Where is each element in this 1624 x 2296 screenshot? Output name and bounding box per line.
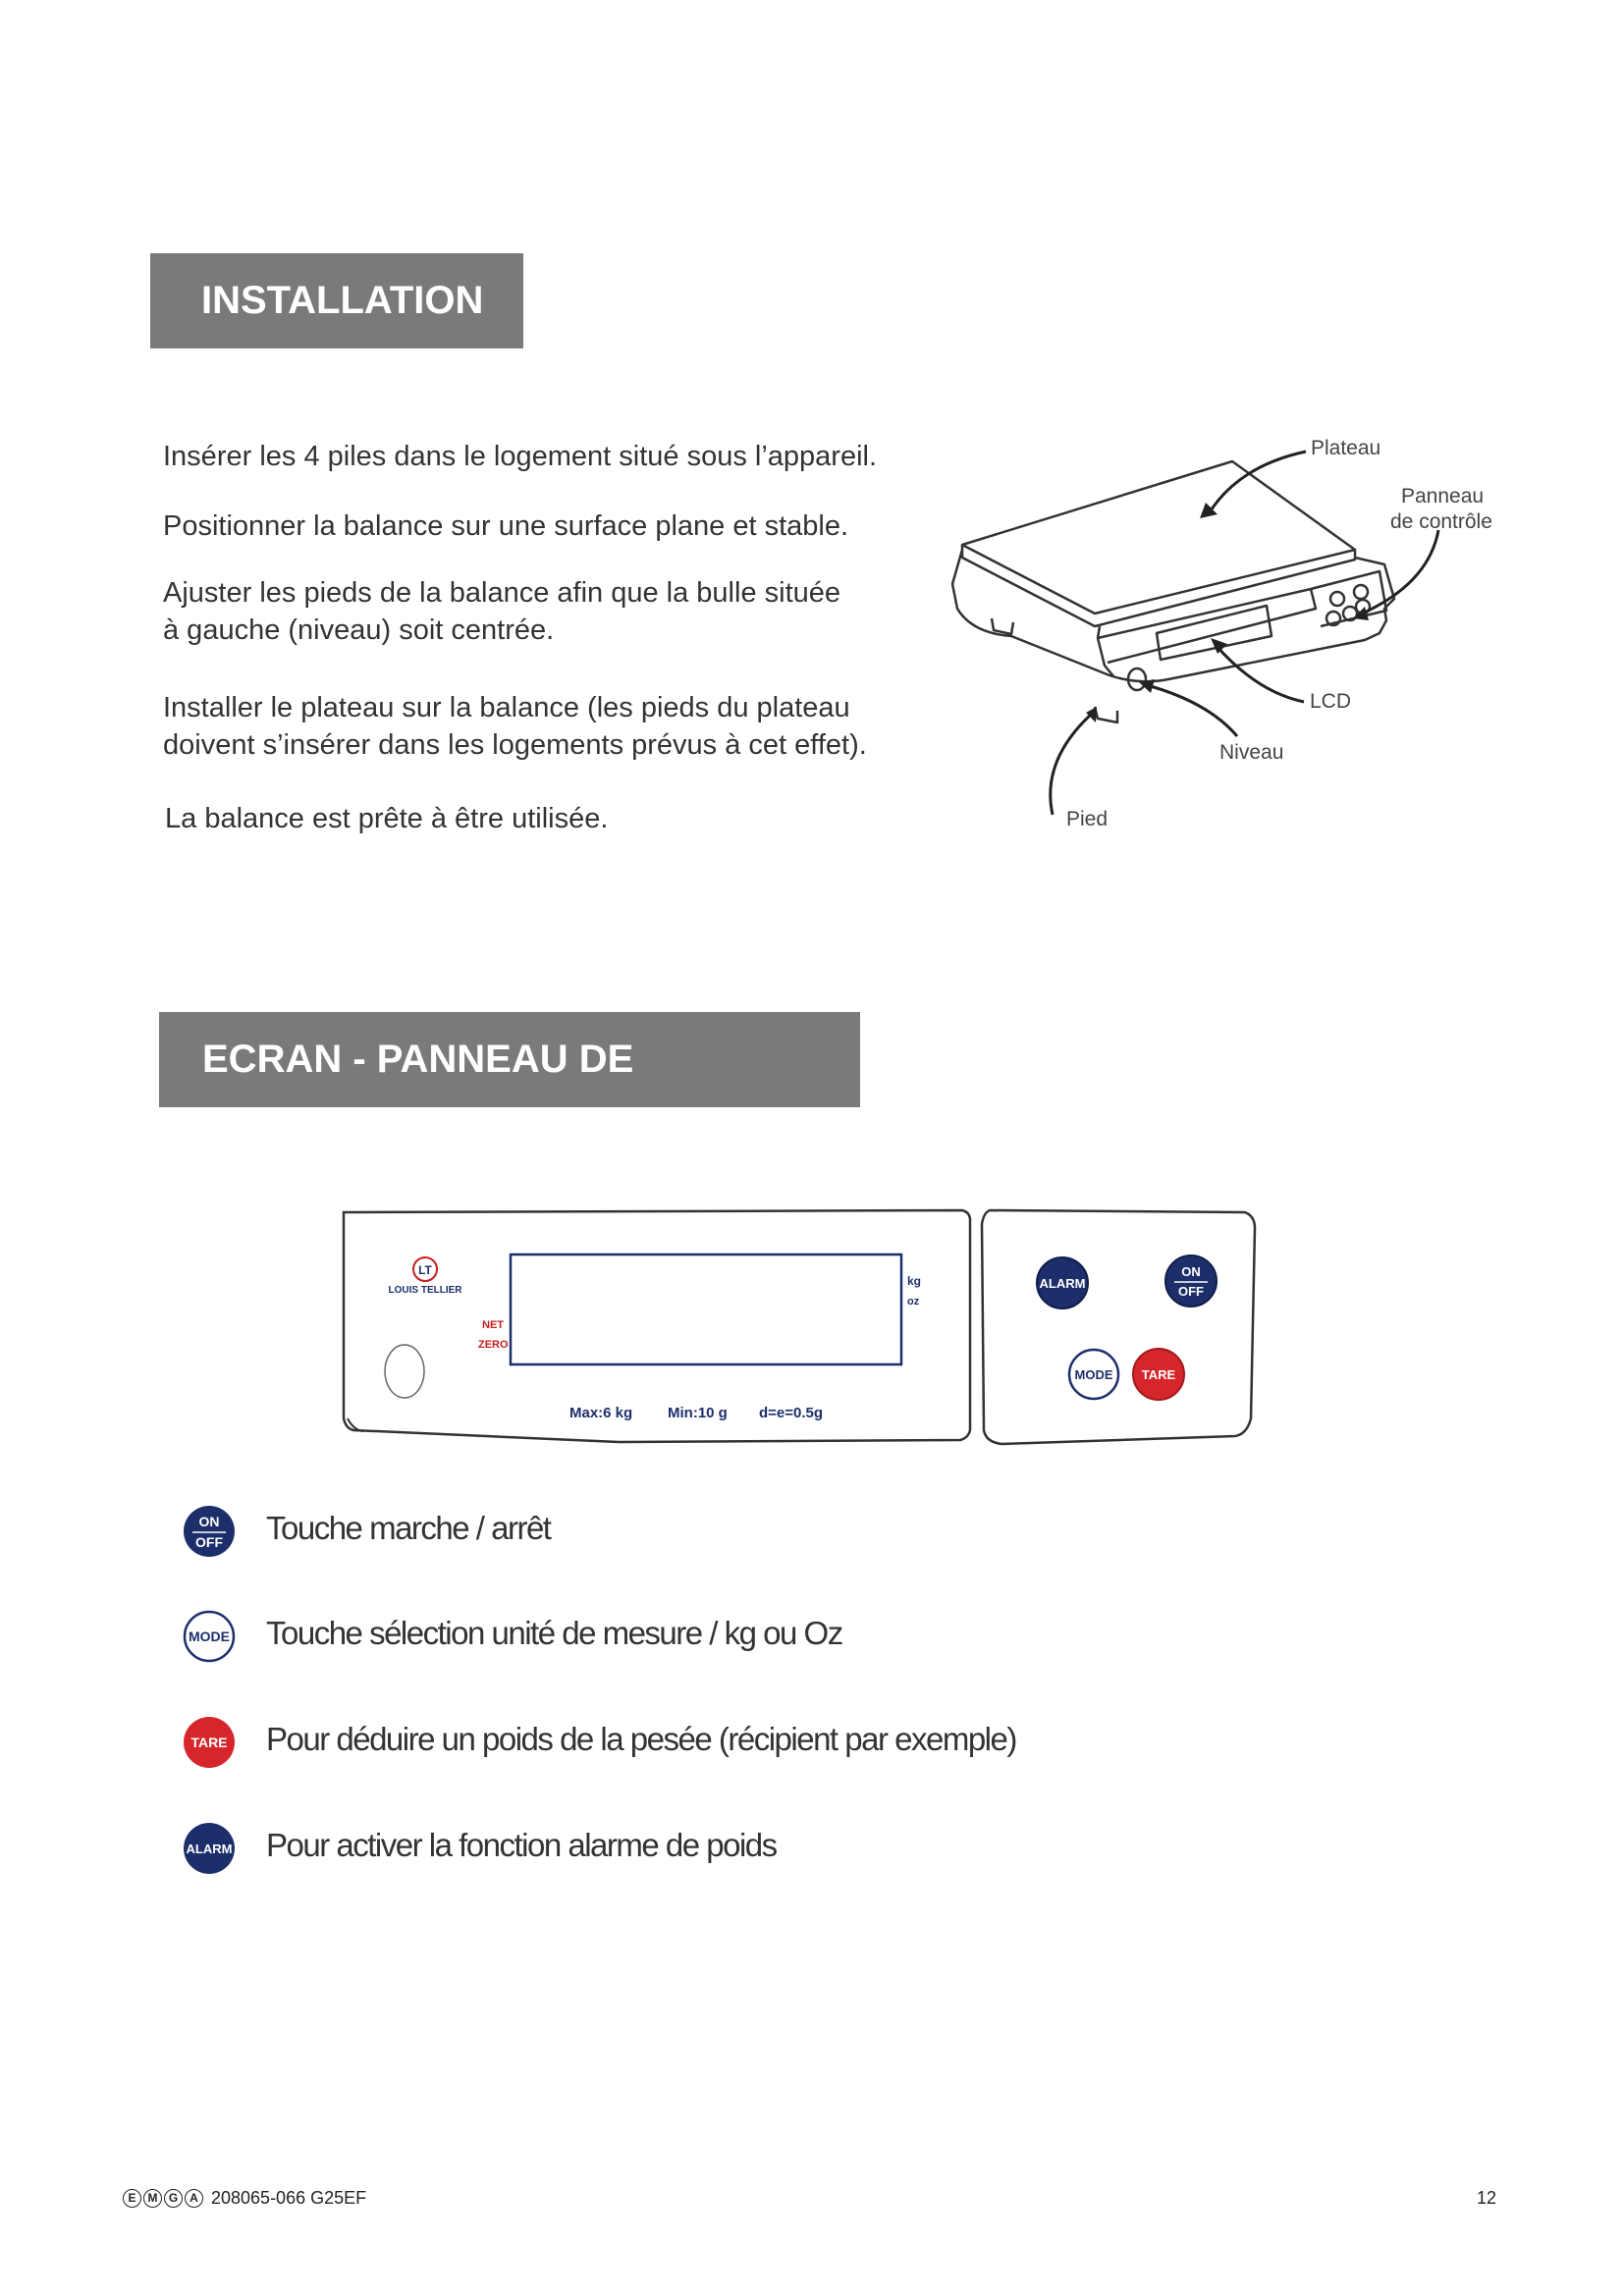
spec-d: d=e=0.5g — [759, 1405, 824, 1421]
panel-mode-button — [1069, 1350, 1118, 1399]
installation-step-1: Insérer les 4 piles dans le logement situé sous l’appareil. — [163, 441, 878, 472]
svg-text:ON: ON — [198, 1514, 220, 1529]
control-panel-illustration — [334, 1202, 1267, 1453]
indicator-net: NET — [482, 1319, 504, 1331]
label-panneau-2: de contrôle — [1390, 510, 1492, 533]
panel-alarm-button — [1037, 1257, 1088, 1308]
tare-icon — [180, 1713, 243, 1776]
label-panneau-1: Panneau — [1401, 485, 1485, 507]
legend-tare-text: Pour déduire un poids de la pesée (récipient par exemple) — [266, 1721, 1016, 1757]
scale-diagram — [933, 412, 1522, 844]
mode-icon — [180, 1607, 243, 1670]
installation-step-4: Installer le plateau sur la balance (les pieds du plateau doivent s’insérer dans les logements prévus à cet effet). — [163, 692, 867, 761]
svg-text:ALARM: ALARM — [1039, 1276, 1086, 1291]
label-niveau: Niveau — [1219, 741, 1284, 764]
installation-step-2: Positionner la balance sur une surface plane et stable. — [163, 510, 849, 542]
control-panel-heading: ECRAN - PANNEAU DE CONTROLE — [159, 1012, 860, 1107]
level-bubble — [385, 1345, 424, 1398]
svg-text:OFF: OFF — [1178, 1284, 1204, 1299]
panel-onoff-button — [1165, 1255, 1217, 1307]
spec-max: Max:6 kg — [569, 1405, 633, 1421]
document-reference: 208065-066 G25EF — [211, 2188, 367, 2208]
installation-heading: INSTALLATION — [150, 253, 523, 348]
spec-min: Min:10 g — [668, 1405, 728, 1421]
brand-logo-text: LT — [418, 1263, 432, 1277]
label-lcd: LCD — [1310, 690, 1352, 713]
indicator-zero: ZERO — [478, 1339, 509, 1351]
label-pied: Pied — [1066, 808, 1109, 830]
installation-step-3: Ajuster les pieds de la balance afin que la bulle située à gauche (niveau) soit centrée. — [163, 577, 841, 646]
unit-kg: kg — [907, 1274, 922, 1288]
svg-text:MODE: MODE — [1074, 1367, 1113, 1382]
unit-oz: oz — [907, 1296, 920, 1308]
svg-text:ALARM: ALARM — [186, 1842, 233, 1856]
lcd-window — [511, 1255, 901, 1364]
legend-onoff-text: Touche marche / arrêt — [266, 1510, 551, 1546]
panel-tare-button — [1133, 1349, 1184, 1400]
legend-mode-text: Touche sélection unité de mesure / kg ou Oz — [266, 1615, 842, 1651]
emga-logo-m: M — [143, 2189, 162, 2208]
onoff-icon — [180, 1502, 243, 1565]
svg-text:TARE: TARE — [1141, 1367, 1176, 1382]
emga-logo-e: E — [123, 2189, 141, 2208]
brand-name: LOUIS TELLIER — [388, 1285, 462, 1296]
svg-text:TARE: TARE — [190, 1735, 228, 1750]
svg-text:OFF: OFF — [195, 1534, 223, 1550]
emga-logo-a: A — [185, 2189, 203, 2208]
svg-text:MODE: MODE — [189, 1629, 230, 1644]
svg-text:ON: ON — [1181, 1264, 1201, 1279]
emga-logo-g: G — [164, 2189, 183, 2208]
alarm-icon — [180, 1819, 243, 1882]
page-number: 12 — [1477, 2188, 1497, 2208]
installation-step-5: La balance est prête à être utilisée. — [165, 803, 609, 834]
label-plateau: Plateau — [1311, 437, 1381, 459]
legend-alarm-text: Pour activer la fonction alarme de poids — [266, 1827, 777, 1863]
footer-reference — [123, 2188, 366, 2209]
